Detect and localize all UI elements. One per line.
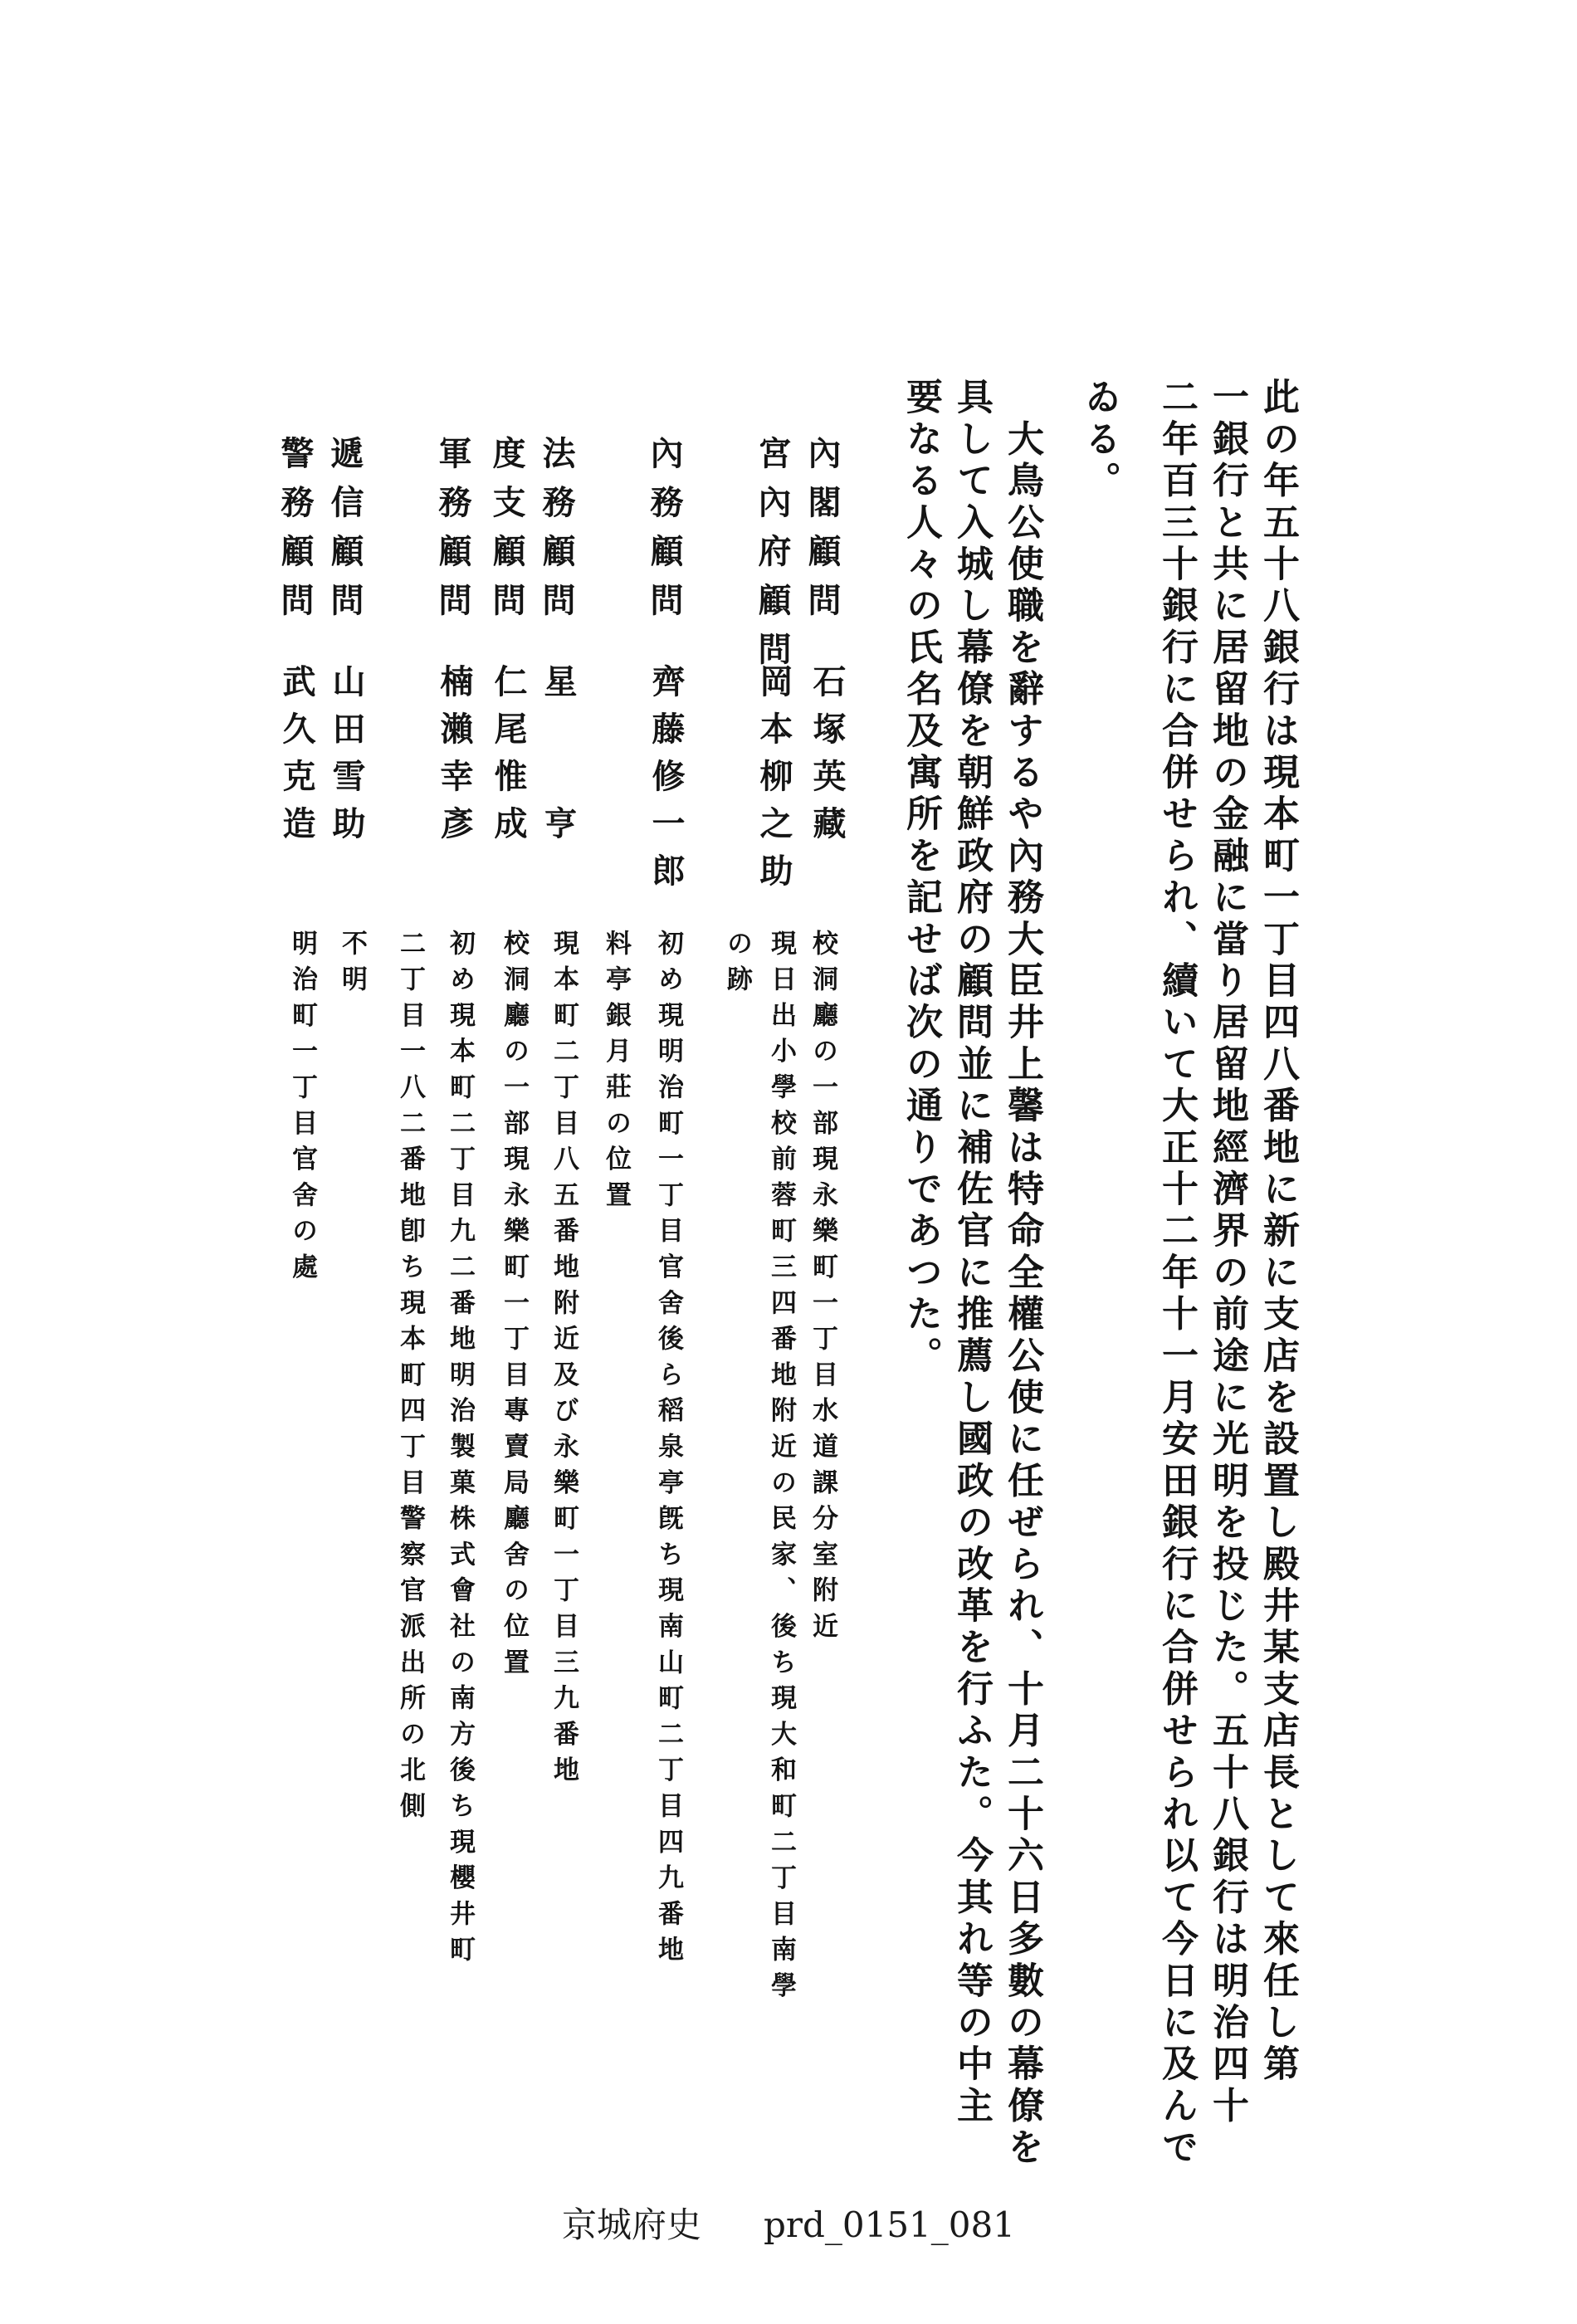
body-line-4: ゐる。 bbox=[1078, 378, 1120, 503]
advisor-name-home-affairs: 齊藤修一郎 bbox=[647, 664, 686, 901]
advisor-location-military-2: 二丁目一八二番地卽ち現本町四丁目警察官派出所の北側 bbox=[395, 930, 425, 1828]
advisor-location-cabinet: 校洞廳の一部現永樂町一丁目水道課分室附近 bbox=[808, 930, 837, 1648]
advisor-role-cabinet: 內閣顧問 bbox=[803, 436, 842, 632]
advisor-role-police: 警務顧問 bbox=[276, 436, 315, 632]
advisor-location-justice: 現本町二丁目八五番地附近及び永樂町一丁目三九番地 bbox=[549, 930, 579, 1793]
body-line-6: 具して入城し幕僚を朝鮮政府の顧問並に補佐官に推薦し國政の改革を行ふた。今其れ等の中主 bbox=[950, 378, 993, 2128]
advisor-role-military: 軍務顧問 bbox=[433, 436, 472, 632]
advisor-name-cabinet: 石塚英藏 bbox=[808, 664, 847, 853]
advisor-name-finance: 仁尾惟成 bbox=[489, 664, 528, 853]
body-line-5: 大鳥公使職を辭するや內務大臣井上馨は特命全權公使に任ぜられ、十月二十六日多數の幕僚を bbox=[1001, 378, 1043, 2170]
body-line-7: 要なる人々の氏名及寓所を記せば次の通りであつた。 bbox=[900, 378, 942, 1378]
advisor-location-imperial-household-1: 現日出小學校前蓉町三四番地附近の民家、後ち現大和町二丁目南學 bbox=[766, 930, 796, 2008]
advisor-location-military-1: 初め現本町二丁目九二番地明治製菓株式會社の南方後ち現櫻井町 bbox=[445, 930, 475, 1972]
advisor-location-home-affairs-1: 初め現明治町一丁目官舍後ら稻泉亭旣ち現南山町二丁目四九番地 bbox=[653, 930, 683, 1972]
advisor-name-communications: 山田雪助 bbox=[327, 664, 366, 853]
body-line-1: 此の年五十八銀行は現本町一丁目四八番地に新に支店を設置し殿井某支店長として來任し第 bbox=[1257, 378, 1299, 2087]
advisor-role-home-affairs: 內務顧問 bbox=[645, 436, 684, 632]
advisor-role-imperial-household: 宮內府顧問 bbox=[753, 436, 792, 681]
advisor-location-finance: 校洞廳の一部現永樂町一丁目專賣局廳舍の位置 bbox=[499, 930, 529, 1685]
advisor-location-police: 明治町一丁目官舍の處 bbox=[287, 930, 317, 1289]
body-line-3: 二年百三十銀行に合併せられ、續いて大正十二年十一月安田銀行に合併せられ以て今日に及んで bbox=[1155, 378, 1198, 2170]
body-line-2: 一銀行と共に居留地の金融に當り居留地經濟界の前途に光明を投じた。五十八銀行は明治四十 bbox=[1206, 378, 1248, 2128]
advisor-location-communications: 不明 bbox=[337, 930, 367, 1002]
advisor-name-police: 武久克造 bbox=[277, 664, 316, 853]
advisor-role-justice: 法務顧問 bbox=[537, 436, 576, 632]
advisor-location-home-affairs-2: 料亭銀月莊の位置 bbox=[601, 930, 631, 1218]
page-footer bbox=[0, 2198, 1577, 2248]
footer-code: prd_0151_081 bbox=[764, 2204, 1015, 2245]
footer-title: 京城府史 bbox=[562, 2204, 702, 2245]
advisor-name-justice: 星 亨 bbox=[539, 664, 578, 853]
advisor-name-military: 楠瀨幸彥 bbox=[435, 664, 474, 853]
advisor-role-communications: 遞信顧問 bbox=[325, 436, 364, 632]
advisor-name-imperial-household: 岡本柳之助 bbox=[754, 664, 793, 901]
advisor-location-imperial-household-2: の跡 bbox=[722, 930, 752, 1002]
advisor-role-finance: 度支顧問 bbox=[487, 436, 526, 632]
